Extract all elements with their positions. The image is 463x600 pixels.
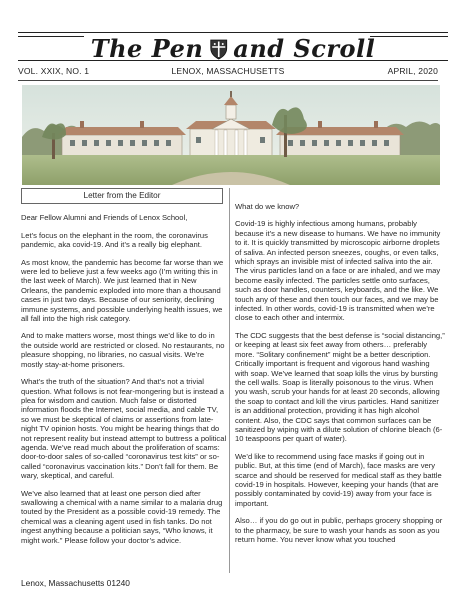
article-paragraph: We’d like to recommend using face masks if going out in public. But, at this time (end of March), face masks are very scarce and should be reserved for medical staff as they battle covid-19 in hospitals. However, keeping your hands (that are possibly contaminated by covid-19) away from your face is important. xyxy=(235,451,442,508)
issue-date: APRIL, 2020 xyxy=(387,66,438,76)
campus-illustration xyxy=(22,85,440,185)
article-paragraph: Also… if you do go out in public, perhaps grocery shopping or to the pharmacy, be sure to wash your hands as soon as you return home. You never know what you touched xyxy=(235,516,443,544)
letter-paragraph: As most know, the pandemic has become far worse than we were led to believe just a few weeks ago (I’m writing this in the last week of March). We just learned that in New Orleans, the pandemic exploded into more than a thousand cases in just two days. Because of our seniority, declining immune systems, and possible underlying health issues, we all fall into the high risk category. xyxy=(21,257,224,324)
shield-crest-icon xyxy=(208,38,228,60)
letter-paragraph: We’ve also learned that at least one person died after swallowing a chemical with a name similar to a malaria drug touted by the President as a possible covid-19 remedy. The chemical was a cleaning agent used in fish tanks. Do not ingest anything because a politician says, “Who knows, it might work.” Please follow your doctor’s advice. xyxy=(21,488,223,545)
masthead-title xyxy=(91,34,376,63)
letter-paragraph: And to make matters worse, most things we’d like to do in the outside world are restricted or closed. No restaurants, no pleasure shopping, no libraries, no casual visits. We’re mostly stay-at-home prisoners. xyxy=(21,331,225,369)
issue-info-bar xyxy=(18,66,438,80)
footer-address: Lenox, Massachusetts 01240 xyxy=(21,578,130,588)
letter-paragraph: Let’s focus on the elephant in the room, the coronavirus pandemic, aka covid-19. And it’s a really big elephant. xyxy=(21,230,208,250)
volume-number: VOL. XXIX, NO. 1 xyxy=(18,66,90,76)
masthead-ornament-right xyxy=(370,36,448,37)
section-question: What do we know? xyxy=(235,202,300,211)
masthead-title-right: and Scroll xyxy=(233,34,376,63)
info-bar-rule xyxy=(18,80,438,81)
editor-letter-column xyxy=(21,188,227,553)
article-paragraph: The CDC suggests that the best defense is “social distancing,” or keeping at least six feet away from others… preferably more. “Solitary confinement” might be a better description. Critically important is frequent and vigorous hand washing with soap. We’ve learned that soap kills the virus by bursting the cell walls. Soap is literally poisonous to the virus. When you wash, scrub your hands for at least 20 seconds, allowing the soap to contact and kill the virus particles. Hand sanitizer is an additional protection, providing it has high alcohol content. Also, the CDC says that common surfaces can be sanitized by wiping with a dilute solution of chlorine bleach (6-10 teaspoons per quart of water). xyxy=(235,330,445,444)
letter-paragraph: What’s the truth of the situation? And that’s not a trivial question. What follows is not fear-mongering but is instead a plea for wisdom and caution. Much false or distorted information floods the Internet, social media, and cable TV, so we must be skeptical of claims or assertions from late-night TV opinion hosts. You might be hearing things that do not represent reality but instead attempt to buttress a political agenda. We’ve read much about the proliferation of scams: door-to-door sales of so-called “coronavirus test kits” or so-called “coronavirus vaccination kits.” Don’t fall for them. Be wary, skeptical, and careful. xyxy=(21,377,227,481)
editor-letter-heading: Letter from the Editor xyxy=(21,188,223,204)
issue-location: LENOX, MASSACHUSETTS xyxy=(171,66,285,76)
letter-paragraph: Dear Fellow Alumni and Friends of Lenox School, xyxy=(21,213,188,223)
masthead xyxy=(18,14,448,66)
article-paragraph: Covid-19 is highly infectious among humans, probably because it’s a new disease to humans. We have no immunity to it. It is quickly transmitted by microscopic airborne droplets of saliva. An infected person sneezes, coughs, or even talks, which sprays an invisible mist of infected saliva into the air. The virus particles land on a face or are inhaled, and we may become easily infected. The particles settle onto surfaces, such as door handles, counters, keyboards, and the like. We touch any of these and then touch our faces, and we may be infected. In other words, covid-19 is transmitted when we’re close to each other and intermix. xyxy=(235,219,441,323)
column-divider xyxy=(229,188,230,573)
what-we-know-column xyxy=(235,188,445,552)
masthead-title-left: The Pen xyxy=(90,34,204,63)
masthead-ornament-left xyxy=(18,36,84,37)
